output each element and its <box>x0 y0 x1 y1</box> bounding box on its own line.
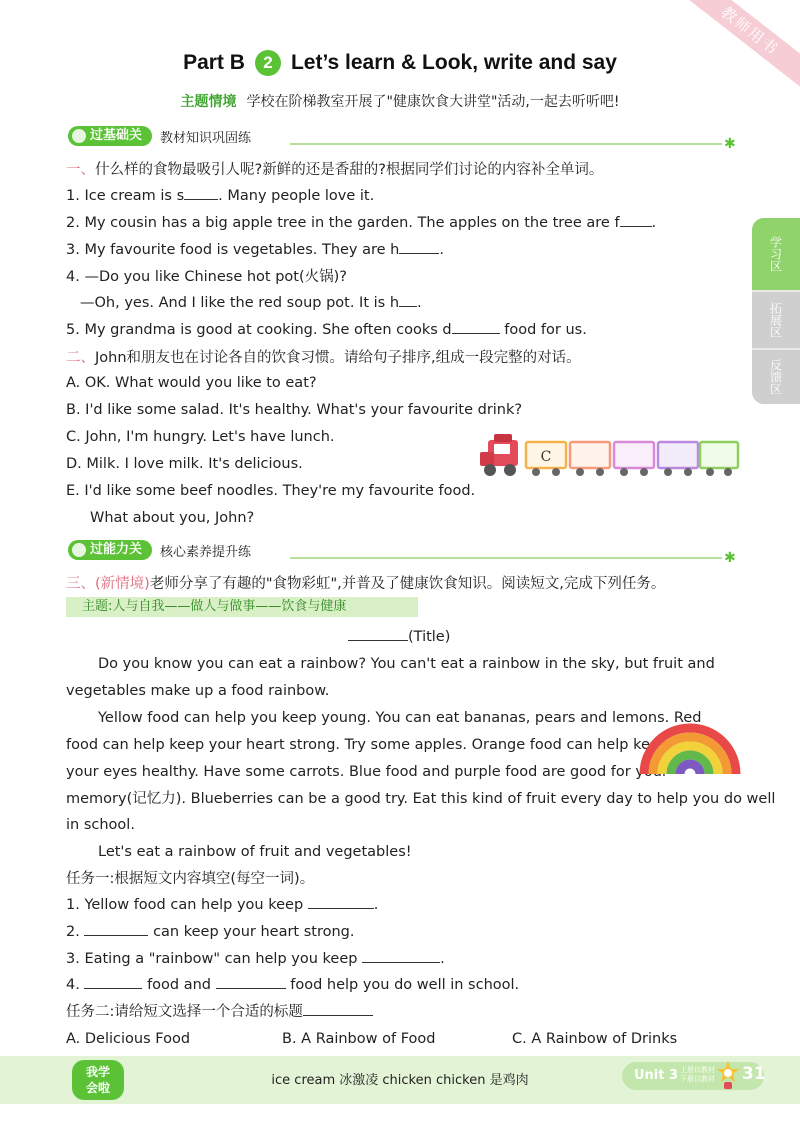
q2-option-b <box>66 400 522 420</box>
question-3-instruction: 老师分享了有趣的"食物彩虹",并普及了健康饮食知识。阅读短文,完成下列任务。 <box>149 576 666 592</box>
footer-badge-line: 会啦 <box>85 1081 110 1095</box>
new-context-tag: (新情境) <box>95 576 150 592</box>
passage-line: vegetables make up a food rainbow. <box>66 683 330 699</box>
item-text: food for us. <box>499 322 587 338</box>
option-text: John, I'm hungry. Let's have lunch. <box>85 429 335 445</box>
q1-item-4-reply <box>80 293 422 313</box>
question-2-instruction: John和朋友也在讨论各自的饮食习惯。请给句子排序,组成一段完整的对话。 <box>95 350 581 366</box>
item-text: My grandma is good at cooking. She often cooks d <box>84 322 452 338</box>
question-2-heading <box>66 346 581 367</box>
topic-banner: 主题:人与自我——做人与做事——饮食与健康 <box>66 597 418 617</box>
side-tab-extend[interactable]: 拓展区 <box>752 292 800 348</box>
answer-blank[interactable] <box>399 240 439 254</box>
unit-sub-line: 上册以教材 <box>680 1066 715 1074</box>
section-basic-rule <box>290 143 722 145</box>
item-text: Eating a "rainbow" can help you keep <box>84 951 358 967</box>
answer-blank[interactable] <box>84 975 142 989</box>
option-key: C. <box>66 429 81 445</box>
q1-item-1 <box>66 186 374 206</box>
option-text: Delicious Food <box>84 1031 191 1047</box>
section-basic-badge: 过基础关 <box>68 126 152 146</box>
option-key: A. <box>66 375 81 391</box>
task2-option-a <box>66 1029 190 1049</box>
task1-item-4 <box>66 975 519 995</box>
train-car-2[interactable] <box>570 442 610 476</box>
question-3-heading <box>66 572 665 593</box>
item-text: —Oh, yes. And I like the red soup pot. It is h <box>80 295 400 311</box>
task-1-heading: 任务一:根据短文内容填空(每空一词)。 <box>66 871 315 887</box>
q1-item-5 <box>66 320 587 340</box>
item-number: 4. <box>66 977 80 993</box>
item-text: My favourite food is vegetables. They are h <box>84 242 400 258</box>
item-text: . <box>439 242 444 258</box>
section-ability-bar <box>68 538 251 562</box>
option-key: E. <box>66 483 80 499</box>
q2-option-e <box>66 481 475 501</box>
footer-badge-line: 我学 <box>85 1065 110 1079</box>
q2-option-e-cont <box>90 508 254 528</box>
q2-option-a <box>66 373 317 393</box>
item-text: Ice cream is s <box>84 188 185 204</box>
answer-blank[interactable] <box>84 922 148 936</box>
section-basic-bar <box>68 124 251 148</box>
passage-line: Let's eat a rainbow of fruit and vegetables! <box>98 844 412 860</box>
train-car-4[interactable] <box>658 442 698 476</box>
title-suffix: (Title) <box>408 629 451 645</box>
option-text: What about you, John? <box>90 510 255 526</box>
task-2-heading <box>66 1002 373 1022</box>
passage-line: memory(记忆力). Blueberries can be a good try. Eat this kind of fruit every day to help you do well <box>66 791 776 807</box>
task1-item-3 <box>66 949 445 969</box>
item-number: 5. <box>66 322 80 338</box>
option-key: C. <box>512 1031 527 1047</box>
item-number: 2. <box>66 215 80 231</box>
theme-context <box>0 91 800 111</box>
item-text: can keep your heart strong. <box>153 924 355 940</box>
train-car-5[interactable] <box>700 442 738 476</box>
page-title <box>0 50 800 76</box>
part-label: Part B <box>183 51 245 74</box>
star-icon: ✱ <box>724 136 736 152</box>
section-ability-badge: 过能力关 <box>68 540 152 560</box>
task2-option-c <box>512 1029 677 1049</box>
side-tab-study[interactable]: 学习区 <box>752 218 800 290</box>
fruit-rainbow-illustration <box>638 712 742 776</box>
passage-line: your eyes healthy. Have some carrots. Blue food and purple food are good for your <box>66 764 668 780</box>
option-text: Milk. I love milk. It's delicious. <box>86 456 303 472</box>
option-key: A. <box>66 1031 81 1047</box>
item-text: . <box>417 295 422 311</box>
q1-item-4 <box>66 267 347 287</box>
question-1-heading <box>66 158 603 179</box>
option-text: A Rainbow of Food <box>301 1031 436 1047</box>
train-car-3[interactable] <box>614 442 654 476</box>
option-text: OK. What would you like to eat? <box>84 375 317 391</box>
answer-blank[interactable] <box>303 1002 373 1016</box>
mascot-icon <box>716 1060 740 1090</box>
item-text: My cousin has a big apple tree in the garden. The apples on the tree are f <box>84 215 620 231</box>
item-text: . <box>373 897 379 913</box>
side-tab-feedback[interactable]: 反馈区 <box>752 350 800 404</box>
section-ability-rule <box>290 557 722 559</box>
option-text: I'd like some salad. It's healthy. What's your favourite drink? <box>85 402 523 418</box>
passage-line: in school. <box>66 817 135 833</box>
task1-item-1 <box>66 895 378 915</box>
answer-blank[interactable] <box>620 213 652 227</box>
item-number: 1. <box>66 188 80 204</box>
item-number: 4. <box>66 269 80 285</box>
item-text: . Many people love it. <box>218 188 375 204</box>
question-2-index: 二、 <box>66 350 95 366</box>
task2-option-b <box>282 1029 435 1049</box>
item-text: . <box>440 951 445 967</box>
item-text: Yellow food can help you keep <box>84 897 304 913</box>
item-number: 3. <box>66 242 80 258</box>
item-text: . <box>651 215 657 231</box>
lesson-title: Let’s learn & Look, write and say <box>290 51 617 74</box>
q1-item-2 <box>66 213 656 233</box>
q1-item-3 <box>66 240 444 260</box>
item-number: 3. <box>66 951 80 967</box>
section-ability-subtitle: 核心素养提升练 <box>160 544 252 560</box>
theme-tag: 主题情境 <box>180 94 237 110</box>
option-key: B. <box>66 402 81 418</box>
item-text: —Do you like Chinese hot pot(火锅)? <box>84 269 347 285</box>
question-1-index: 一、 <box>66 162 95 178</box>
passage-line: Yellow food can help you keep young. You can eat bananas, pears and lemons. Red <box>98 710 702 726</box>
option-key: B. <box>282 1031 297 1047</box>
passage-line: Do you know you can eat a rainbow? You can't eat a rainbow in the sky, but fruit and <box>98 656 715 672</box>
q2-option-c <box>66 427 335 447</box>
star-icon: ✱ <box>724 550 736 566</box>
page-number: 31 <box>742 1064 766 1084</box>
train-answer-boxes <box>478 432 740 480</box>
passage-line: food can help keep your heart strong. Try some apples. Orange food can help keep <box>66 737 668 753</box>
answer-blank[interactable] <box>184 186 218 200</box>
unit-sub-line: 下册以教材 <box>680 1075 715 1083</box>
task-2-instruction: 任务二:请给短文选择一个合适的标题 <box>66 1004 303 1020</box>
passage-title-line <box>348 627 450 647</box>
section-basic-subtitle: 教材知识巩固练 <box>160 130 252 146</box>
title-answer-blank[interactable] <box>348 627 408 641</box>
footer-vocabulary: ice cream 冰激凌 chicken chicken 是鸡肉 <box>271 1073 529 1088</box>
train-engine-icon <box>480 434 518 476</box>
question-3-index: 三、 <box>66 576 95 592</box>
q2-option-d <box>66 454 303 474</box>
side-tab-strip <box>752 218 800 404</box>
option-text: A Rainbow of Drinks <box>531 1031 678 1047</box>
answer-blank[interactable] <box>362 949 440 963</box>
item-number: 2. <box>66 924 80 940</box>
answer-blank[interactable] <box>399 293 417 307</box>
option-text: I'd like some beef noodles. They're my favourite food. <box>84 483 476 499</box>
item-text: food and <box>147 977 212 993</box>
train-car-letter: C <box>540 449 552 465</box>
lesson-number-badge: 2 <box>255 50 281 76</box>
answer-blank[interactable] <box>216 975 286 989</box>
question-1-instruction: 什么样的食物最吸引人呢?新鲜的还是香甜的?根据同学们讨论的内容补全单词。 <box>95 162 604 178</box>
task1-item-2 <box>66 922 354 942</box>
option-key: D. <box>66 456 82 472</box>
teacher-edition-ribbon: 教师用书 <box>671 0 800 97</box>
theme-text: 学校在阶梯教室开展了"健康饮食大讲堂"活动,一起去听听吧! <box>246 94 620 110</box>
answer-blank[interactable] <box>308 895 374 909</box>
unit-label: Unit 3 <box>634 1068 679 1083</box>
answer-blank[interactable] <box>452 320 500 334</box>
unit-sub-label <box>680 1066 720 1084</box>
item-number: 1. <box>66 897 80 913</box>
item-text: food help you do well in school. <box>290 977 520 993</box>
